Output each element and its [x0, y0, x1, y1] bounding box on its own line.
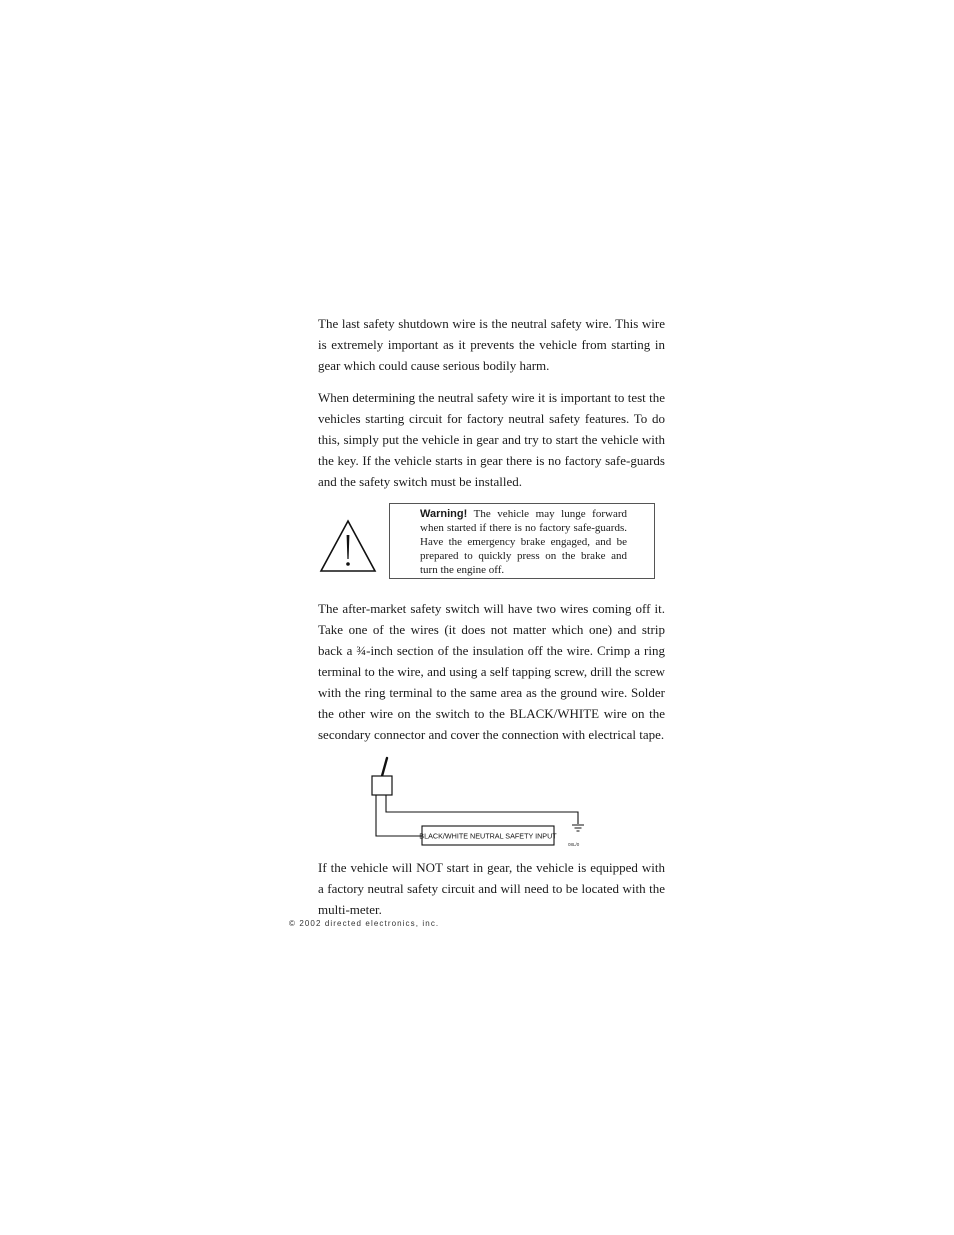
diagram-code: 08L/0 [568, 842, 580, 847]
paragraph-neutral-safety-intro: The last safety shutdown wire is the neutral safety wire. This wire is extremely important as it prevents the vehicle from starting in gear which could cause serious bodily harm. [318, 316, 665, 373]
footer-copyright: © 2002 directed electronics, inc. [289, 919, 440, 928]
ground-wire [386, 795, 578, 824]
paragraph-determine-neutral-wire: When determining the neutral safety wire it is important to test the vehicles starting circuit for factory neutral safety features. To do this, simply put the vehicle in gear and try to start the vehicle with the key. If the vehicle starts in gear there is no factory safe-guards and the safety switch must be installed. [318, 390, 665, 489]
warning-triangle-icon [318, 518, 378, 574]
input-label: BLACK/WHITE NEUTRAL SAFETY INPUT [419, 831, 557, 841]
paragraph-switch-install: The after-market safety switch will have two wires coming off it. Take one of the wires (it does not matter which one) and strip back a ¾-inch section of the insulation off the wire. Crimp a ring terminal to the wire, and using a self tapping screw, drill the screw with the ring terminal to the same area as the ground wire. Solder the other wire on the switch to the BLACK/WHITE wire on the secondary connector and cover the connection with electrical tape. [318, 601, 665, 742]
switch-body [372, 776, 392, 795]
switch-lever [382, 758, 387, 776]
paragraph-factory-circuit: If the vehicle will NOT start in gear, the vehicle is equipped with a factory neutral safety circuit and will need to be located with the multi-meter. [318, 860, 665, 917]
warning-body: The vehicle may lunge forward when started if there is no factory safe-guards. Have the emergency brake engaged, and be prepared to quickly press on the brake and turn the engine off. [420, 508, 627, 576]
neutral-safety-switch-diagram [360, 752, 600, 852]
ground-icon [572, 825, 584, 831]
input-wire [376, 795, 422, 836]
warning-text [420, 507, 627, 577]
warning-label: Warning! [420, 508, 468, 520]
warning-box [389, 503, 655, 579]
